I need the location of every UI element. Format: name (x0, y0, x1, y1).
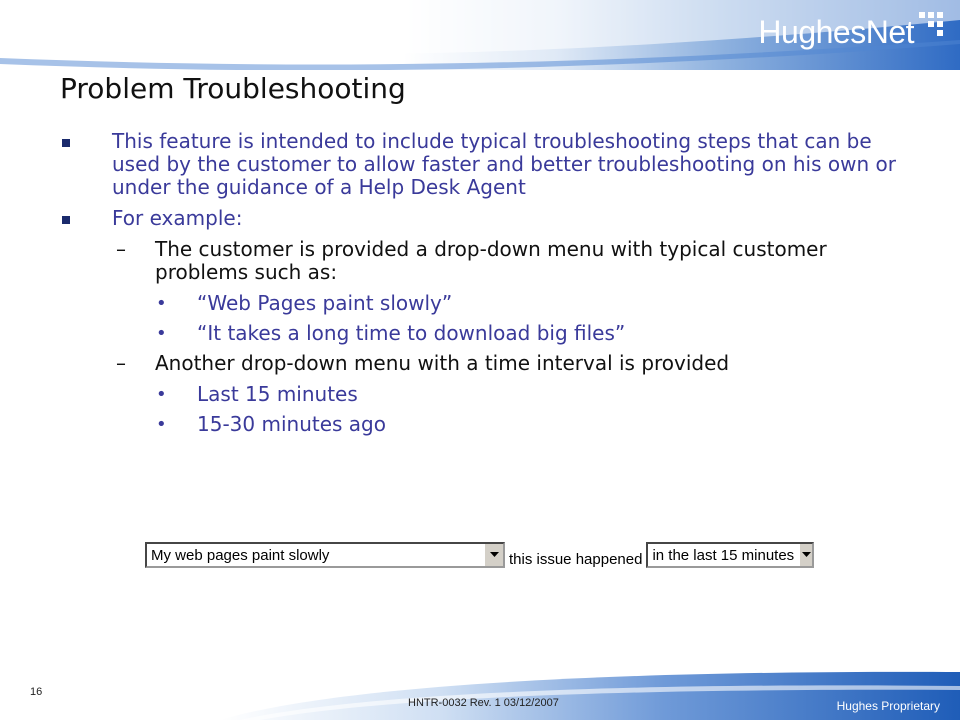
time-select[interactable] (646, 542, 814, 568)
dot-bullet-icon: • (156, 293, 167, 314)
dot-bullet-icon: • (156, 414, 167, 435)
bullet-text: The customer is provided a drop-down menu with typical customer problems such as: (155, 237, 827, 284)
bullet-text: “Web Pages paint slowly” (197, 291, 453, 315)
dropdown-row (145, 541, 814, 568)
example-web-pages (60, 292, 920, 315)
example-last-15-minutes (60, 383, 920, 406)
dot-bullet-icon: • (156, 384, 167, 405)
logo-grid-icon (918, 11, 944, 37)
proprietary-label: Hughes Proprietary (836, 699, 940, 713)
slide-title: Problem Troubleshooting (60, 72, 406, 105)
chevron-down-icon (490, 552, 499, 558)
time-select-value: in the last 15 minutes (652, 546, 795, 564)
bullet-text: Another drop-down menu with a time interval is provided (155, 351, 730, 375)
example-15-30-minutes (60, 413, 920, 436)
problem-select-value: My web pages paint slowly (151, 546, 330, 564)
bullet-text: This feature is intended to include typical troubleshooting steps that can be used by the customer to allow faster and better troubleshooting on his own or under the guidance of a Help Desk Agent (112, 129, 896, 199)
sub-bullet-time-menu (60, 352, 920, 375)
issue-happened-label: this issue happened (509, 551, 643, 568)
bullet-for-example (60, 207, 920, 230)
hughesnet-logo (758, 8, 944, 56)
dash-bullet-icon: – (116, 237, 126, 261)
problem-select[interactable] (145, 542, 505, 568)
chevron-down-icon (802, 552, 811, 558)
bullet-text: 15-30 minutes ago (197, 412, 386, 436)
bullet-feature-description (60, 130, 920, 199)
bullet-text: “It takes a long time to download big files” (197, 321, 626, 345)
bullet-text: For example: (112, 206, 243, 230)
dot-bullet-icon: • (156, 323, 167, 344)
slide-content (60, 130, 920, 443)
page-number: 16 (30, 686, 43, 698)
square-bullet-icon (62, 216, 70, 224)
bullet-text: Last 15 minutes (197, 382, 358, 406)
time-select-arrow[interactable] (798, 544, 812, 566)
logo-text: HughesNet (758, 13, 914, 50)
square-bullet-icon (62, 139, 70, 147)
footer-swoosh (0, 660, 960, 720)
sub-bullet-problem-menu (60, 238, 920, 284)
problem-select-arrow[interactable] (483, 544, 503, 566)
dash-bullet-icon: – (116, 351, 126, 375)
document-reference: HNTR-0032 Rev. 1 03/12/2007 (408, 697, 559, 709)
example-big-files (60, 322, 920, 345)
